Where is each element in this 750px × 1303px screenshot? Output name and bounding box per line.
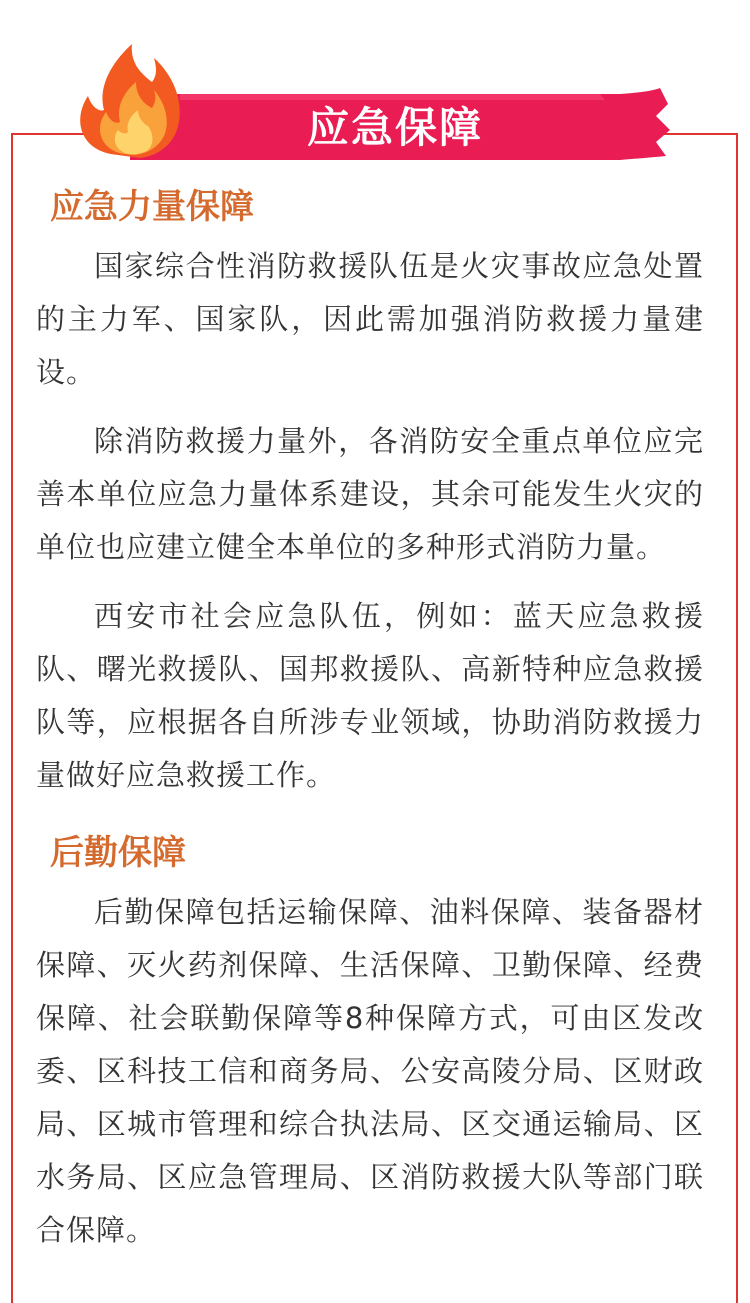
paragraph: 国家综合性消防救援队伍是火灾事故应急处置的主力军、国家队，因此需加强消防救援力量建设。 <box>36 249 704 389</box>
section-heading-logistics: 后勤保障 <box>50 833 186 873</box>
paragraph: 后勤保障包括运输保障、油料保障、装备器材保障、灭火药剂保障、生活保障、卫勤保障、经费保障、社会联勤保障等8种保障方式，可由区发改委、区科技工信和商务局、公安高陵分局、区财政局、区城市管理和综合执法局、区交通运输局、区水务局、区应急管理局、区消防救援大队等部门联合保障。 <box>36 895 704 1247</box>
main-content <box>36 180 704 1273</box>
paragraph: 除消防救援力量外，各消防安全重点单位应完善本单位应急力量体系建设，其余可能发生火灾的单位也应建立健全本单位的多种形式消防力量。 <box>36 424 704 564</box>
paragraph: 西安市社会应急队伍，例如：蓝天应急救援队、曙光救援队、国邦救援队、高新特种应急救援队等，应根据各自所涉专业领域，协助消防救援力量做好应急救援工作。 <box>36 599 704 792</box>
section-banner <box>60 30 700 170</box>
banner-title: 应急保障 <box>306 103 483 152</box>
flame-icon <box>80 44 180 158</box>
section-heading-emergency-force: 应急力量保障 <box>50 187 254 227</box>
